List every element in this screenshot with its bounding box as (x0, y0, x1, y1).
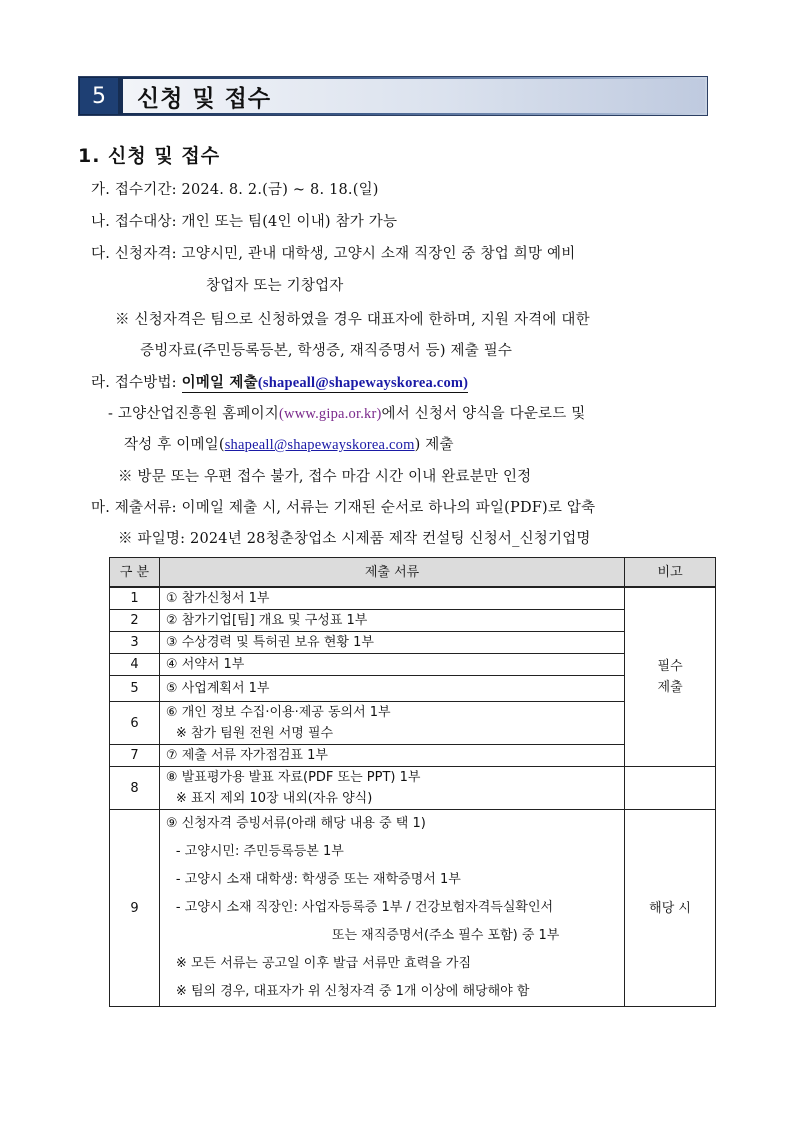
documents-table (109, 557, 716, 1007)
item-ra (91, 371, 468, 392)
row-doc-line: - 고양시 소재 대학생: 학생증 또는 재학증명서 1부 (175, 872, 461, 887)
item-na: 나. 접수대상: 개인 또는 팀(4인 이내) 참가 가능 (91, 214, 398, 230)
filename-note: ※ 파일명: 2024년 28청춘창업소 시제품 제작 컨설팅 신청서_신청기업명 (118, 531, 591, 547)
row-no: 1 (110, 587, 160, 610)
item-ma: 마. 제출서류: 이메일 제출 시, 서류는 기재된 순서로 하나의 파일(PDF)로 압축 (91, 500, 596, 516)
row-doc-line: ※ 모든 서류는 공고일 이후 발급 서류만 효력을 가짐 (175, 956, 472, 971)
download-instruction-1 (108, 402, 585, 423)
row-doc: ⑨ 신청자격 증빙서류(아래 해당 내용 중 택 1) (165, 816, 426, 831)
header-no: 구 분 (110, 558, 160, 588)
item-ga: 가. 접수기간: 2024. 8. 2.(금) ~ 8. 18.(일) (91, 182, 379, 198)
row-doc: ④ 서약서 1부 (159, 654, 624, 676)
submit-prefix: 작성 후 이메일( (124, 437, 225, 453)
note-qualification-1: ※ 신청자격은 팀으로 신청하였을 경우 대표자에 한하며, 지원 자격에 대한 (115, 312, 590, 328)
row-doc-sub: ※ 표지 제외 10장 내외(자유 양식) (175, 791, 373, 806)
item-da-1: 다. 신청자격: 고양시민, 관내 대학생, 고양시 소재 직장인 중 창업 희망 예비 (91, 246, 576, 262)
row-no: 9 (110, 810, 160, 1007)
table-row (110, 767, 716, 810)
row-doc: ⑤ 사업계획서 1부 (159, 676, 624, 702)
note-if-applicable: 해당 시 (625, 810, 716, 1007)
item-da-2: 창업자 또는 기창업자 (206, 278, 344, 294)
row-doc-multi (159, 767, 624, 810)
submission-method-label: 이메일 제출 (181, 375, 258, 391)
note-qualification-2: 증빙자료(주민등록등본, 학생증, 재직증명서 등) 제출 필수 (140, 343, 513, 359)
header-docs: 제출 서류 (159, 558, 624, 588)
table-row (110, 610, 716, 632)
download-instruction-2 (124, 433, 454, 454)
row-no: 2 (110, 610, 160, 632)
note-required (625, 587, 716, 767)
row-doc: ⑧ 발표평가용 발표 자료(PDF 또는 PPT) 1부 (165, 770, 421, 785)
note-required-line1: 필수 (657, 659, 683, 674)
download-prefix: - 고양산업진흥원 홈페이지 (108, 406, 279, 422)
table-row (110, 810, 716, 1007)
row-no: 5 (110, 676, 160, 702)
row-no: 4 (110, 654, 160, 676)
row-doc-multi (159, 810, 624, 1007)
submission-email-link[interactable]: (shapeall@shapewayskorea.com) (257, 375, 469, 391)
download-suffix: 에서 신청서 양식을 다운로드 및 (381, 406, 586, 422)
row-no: 8 (110, 767, 160, 810)
table-row (110, 632, 716, 654)
table-row (110, 702, 716, 745)
section-number: 5 (80, 78, 118, 114)
row-doc-line: ※ 팀의 경우, 대표자가 위 신청자격 중 1개 이상에 해당해야 함 (175, 984, 530, 999)
section-title-box (123, 79, 705, 113)
row-doc: ① 참가신청서 1부 (159, 587, 624, 610)
note-no-visit: ※ 방문 또는 우편 접수 불가, 접수 마감 시간 이내 완료분만 인정 (118, 469, 532, 485)
section-title: 신청 및 접수 (137, 85, 272, 112)
gipa-website-link[interactable]: (www.gipa.or.kr) (279, 406, 382, 422)
row-doc-multi (159, 702, 624, 745)
header-note: 비고 (625, 558, 716, 588)
item-ra-prefix: 라. 접수방법: (91, 375, 182, 391)
row-no: 6 (110, 702, 160, 745)
row-doc-line: 또는 재직증명서(주소 필수 포함) 중 1부 (331, 928, 560, 943)
note-required-line2: 제출 (657, 680, 683, 695)
submit-suffix: ) 제출 (414, 437, 454, 453)
row-doc: ⑥ 개인 정보 수집·이용·제공 동의서 1부 (165, 705, 391, 720)
submit-email-link[interactable]: shapeall@shapewayskorea.com (224, 437, 415, 453)
row-doc-sub: ※ 참가 팀원 전원 서명 필수 (175, 726, 334, 741)
table-row (110, 676, 716, 702)
row-no: 7 (110, 745, 160, 767)
table-row (110, 745, 716, 767)
table-header-row (110, 558, 716, 588)
row-doc-line: - 고양시 소재 직장인: 사업자등록증 1부 / 건강보험자격득실확인서 (175, 900, 554, 915)
table-row (110, 587, 716, 610)
row-doc: ③ 수상경력 및 특허권 보유 현황 1부 (159, 632, 624, 654)
row-no: 3 (110, 632, 160, 654)
page-heading: 1. 신청 및 접수 (78, 145, 221, 167)
table-row (110, 654, 716, 676)
submission-method (182, 375, 469, 393)
row-doc: ② 참가기업[팀] 개요 및 구성표 1부 (159, 610, 624, 632)
row-doc-line: - 고양시민: 주민등록등본 1부 (175, 844, 344, 859)
row-note-empty (625, 767, 716, 810)
row-doc: ⑦ 제출 서류 자가점검표 1부 (159, 745, 624, 767)
